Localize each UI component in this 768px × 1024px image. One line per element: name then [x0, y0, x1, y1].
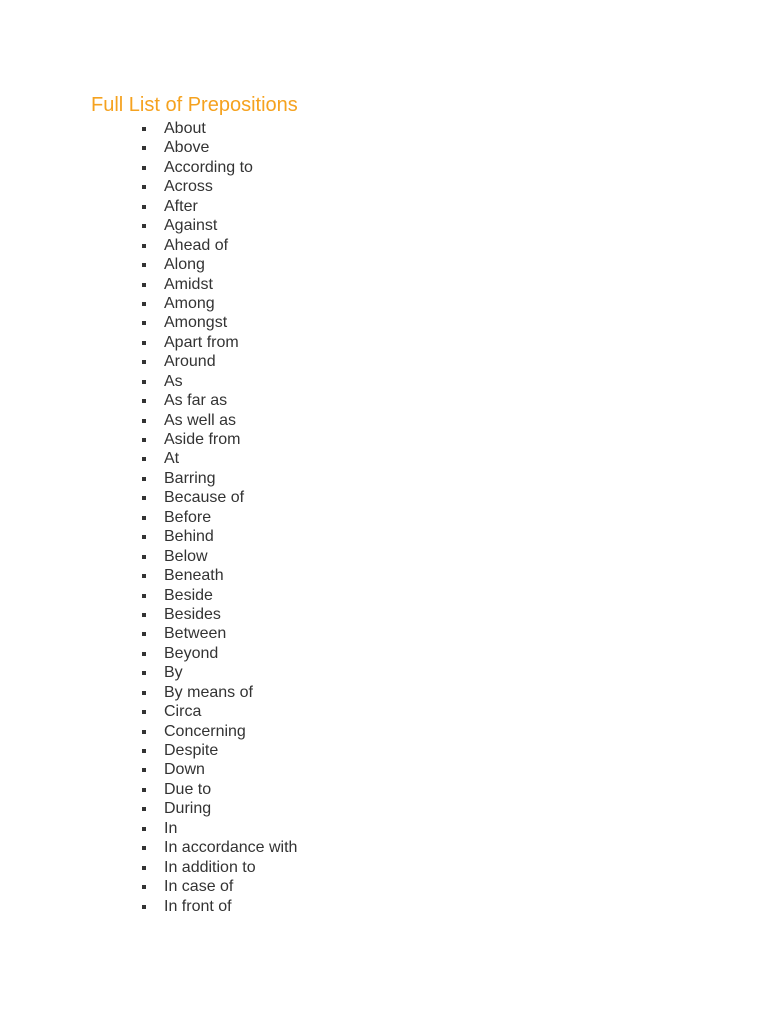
list-item-text: Due to: [164, 780, 212, 798]
list-item-text: Along: [164, 256, 205, 274]
square-bullet-icon: [142, 827, 146, 831]
square-bullet-icon: [142, 399, 146, 403]
list-item-text: In addition to: [164, 858, 256, 876]
square-bullet-icon: [142, 846, 146, 850]
list-item-text: According to: [164, 158, 253, 176]
square-bullet-icon: [142, 788, 146, 792]
list-item-text: Among: [164, 294, 215, 312]
list-item-text: As well as: [164, 411, 237, 429]
list-item-text: Barring: [164, 469, 216, 487]
list-item-text: Beneath: [164, 567, 224, 585]
square-bullet-icon: [142, 613, 146, 617]
square-bullet-icon: [142, 224, 146, 228]
square-bullet-icon: [142, 535, 146, 539]
square-bullet-icon: [142, 438, 146, 442]
list-item-text: Circa: [164, 703, 202, 721]
list-item-text: Beyond: [164, 644, 219, 662]
list-item-text: About: [164, 120, 206, 137]
square-bullet-icon: [142, 885, 146, 889]
square-bullet-icon: [142, 380, 146, 384]
square-bullet-icon: [142, 360, 146, 364]
square-bullet-icon: [142, 555, 146, 559]
page-title: Full List of Prepositions: [91, 94, 298, 116]
list-item-text: In: [164, 819, 178, 837]
square-bullet-icon: [142, 691, 146, 695]
list-item-text: In accordance with: [164, 839, 298, 857]
list-item-text: In case of: [164, 878, 234, 896]
square-bullet-icon: [142, 146, 146, 150]
list-item-text: Besides: [164, 605, 221, 623]
square-bullet-icon: [142, 283, 146, 287]
square-bullet-icon: [142, 341, 146, 345]
square-bullet-icon: [142, 710, 146, 714]
list-item-text: By: [164, 664, 183, 682]
square-bullet-icon: [142, 263, 146, 267]
square-bullet-icon: [142, 127, 146, 131]
list-item-text: Behind: [164, 528, 214, 546]
list-item-text: By means of: [164, 683, 253, 701]
list-item-text: Ahead of: [164, 236, 229, 254]
square-bullet-icon: [142, 244, 146, 248]
list-item-text: In front of: [164, 897, 232, 915]
list-item-text: Below: [164, 547, 208, 565]
square-bullet-icon: [142, 477, 146, 481]
square-bullet-icon: [142, 457, 146, 461]
list-item-text: Across: [164, 178, 213, 196]
square-bullet-icon: [142, 749, 146, 753]
square-bullet-icon: [142, 574, 146, 578]
list-item-text: Before: [164, 508, 212, 526]
list-item-text: As: [164, 372, 183, 390]
list-item-text: Amongst: [164, 314, 228, 332]
list-item-text: Apart from: [164, 333, 239, 351]
square-bullet-icon: [142, 166, 146, 170]
square-bullet-icon: [142, 185, 146, 189]
square-bullet-icon: [142, 632, 146, 636]
square-bullet-icon: [142, 302, 146, 306]
square-bullet-icon: [142, 807, 146, 811]
list-item-text: After: [164, 197, 198, 215]
square-bullet-icon: [142, 419, 146, 423]
list-item-text: Down: [164, 761, 205, 779]
list-item-text: Above: [164, 139, 210, 157]
square-bullet-icon: [142, 866, 146, 870]
list-item-text: Beside: [164, 586, 213, 604]
square-bullet-icon: [142, 652, 146, 656]
list-item-text: At: [164, 450, 180, 468]
list-item-text: Despite: [164, 742, 219, 759]
square-bullet-icon: [142, 768, 146, 772]
square-bullet-icon: [142, 671, 146, 675]
list-item-text: Aside from: [164, 431, 241, 448]
square-bullet-icon: [142, 516, 146, 520]
square-bullet-icon: [142, 594, 146, 598]
square-bullet-icon: [142, 321, 146, 325]
list-item-text: Against: [164, 217, 218, 235]
list-item-text: Amidst: [164, 275, 213, 293]
square-bullet-icon: [142, 730, 146, 734]
list-item-text: Because of: [164, 489, 245, 507]
list-item-text: Concerning: [164, 722, 246, 740]
list-item-text: Between: [164, 625, 227, 643]
square-bullet-icon: [142, 905, 146, 909]
list-item-text: As far as: [164, 392, 228, 410]
list-item-text: Around: [164, 353, 216, 371]
square-bullet-icon: [142, 496, 146, 500]
list-item-text: During: [164, 800, 212, 818]
square-bullet-icon: [142, 205, 146, 209]
